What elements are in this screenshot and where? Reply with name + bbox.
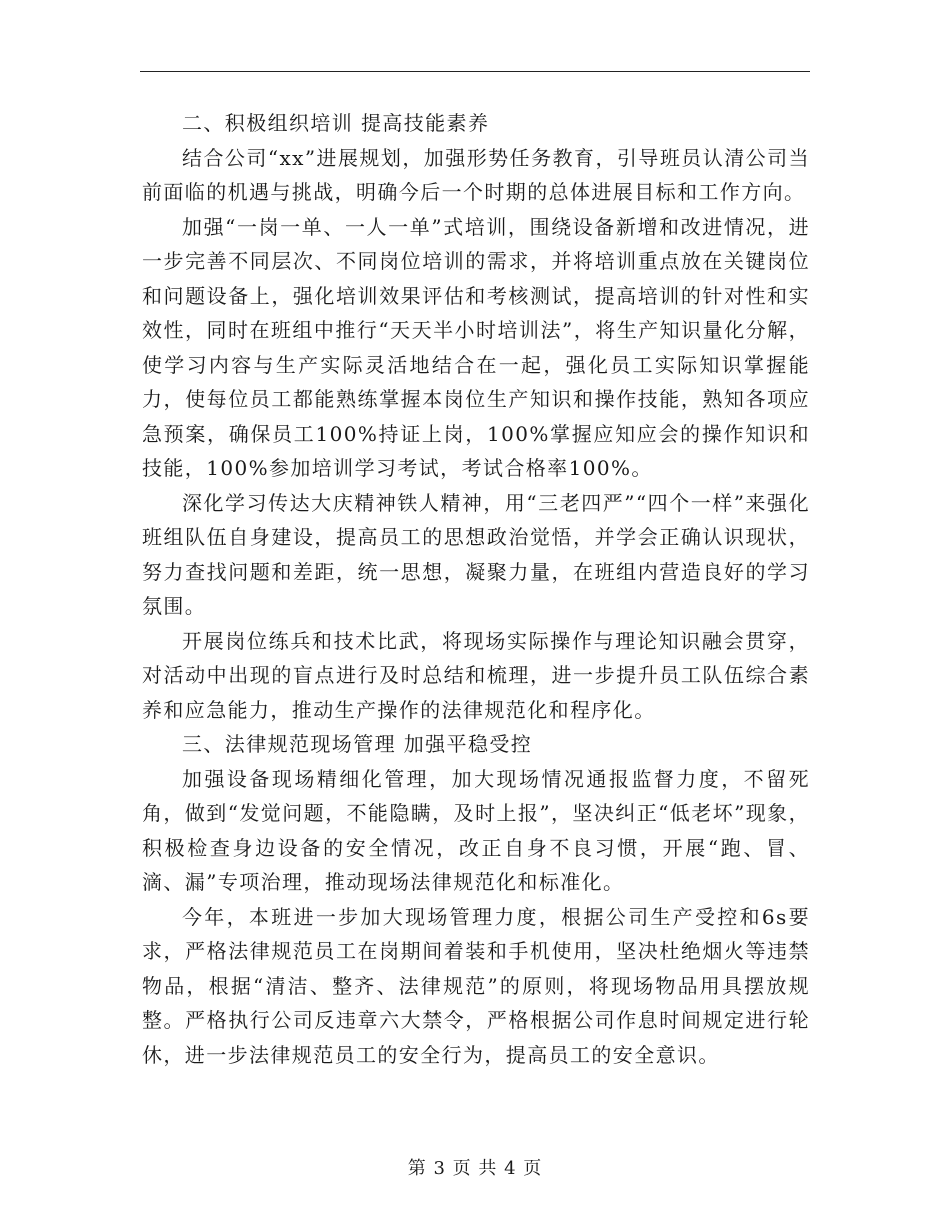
header-rule <box>140 71 810 72</box>
section-heading-site-management: 三、法律规范现场管理 加强平稳受控 <box>182 732 533 756</box>
paragraph: 加强“一岗一单、一人一单”式培训，围绕设备新增和改进情况，进一步完善不同层次、不同岗位培训的需求，并将培训重点放在关键岗位和问题设备上，强化培训效果评估和考核测试，提高培训的针对性和实效性，同时在班组中推行“天天半小时培训法”，将生产知识量化分解，使学习内容与生产实际灵活地结合在一起，强化员工实际知识掌握能力，使每位员工都能熟练掌握本岗位生产知识和操作技能，熟知各项应急预案，确保员工100%持证上岗，100%掌握应知应会的操作知识和技能，100%参加培训学习考试，考试合格率100%。 <box>142 214 810 480</box>
page-number-footer: 第 3 页 共 4 页 <box>407 1158 543 1179</box>
document-body <box>142 106 810 1072</box>
paragraph: 开展岗位练兵和技术比武，将现场实际操作与理论知识融会贯穿，对活动中出现的盲点进行及时总结和梳理，进一步提升员工队伍综合素养和应急能力，推动生产操作的法律规范化和程序化。 <box>142 628 810 722</box>
section-heading-training: 二、积极组织培训 提高技能素养 <box>182 111 490 135</box>
paragraph: 今年，本班进一步加大现场管理力度，根据公司生产受控和6s要求，严格法律规范员工在岗期间着装和手机使用，坚决杜绝烟火等违禁物品，根据“清洁、整齐、法律规范”的原则，将现场物品用具摆放规整。严格执行公司反违章六大禁令，严格根据公司作息时间规定进行轮休，进一步法律规范员工的安全行为，提高员工的安全意识。 <box>142 904 810 1067</box>
paragraph: 深化学习传达大庆精神铁人精神，用“三老四严”“四个一样”来强化班组队伍自身建设，提高员工的思想政治觉悟，并学会正确认识现状，努力查找问题和差距，统一思想，凝聚力量，在班组内营造良好的学习氛围。 <box>142 490 810 618</box>
paragraph: 结合公司“xx”进展规划，加强形势任务教育，引导班员认清公司当前面临的机遇与挑战，明确今后一个时期的总体进展目标和工作方向。 <box>142 145 810 204</box>
paragraph: 加强设备现场精细化管理，加大现场情况通报监督力度，不留死角，做到“发觉问题，不能隐瞒，及时上报”，坚决纠正“低老坏”现象，积极检查身边设备的安全情况，改正自身不良习惯，开展“跑、冒、滴、漏”专项治理，推动现场法律规范化和标准化。 <box>142 766 810 894</box>
